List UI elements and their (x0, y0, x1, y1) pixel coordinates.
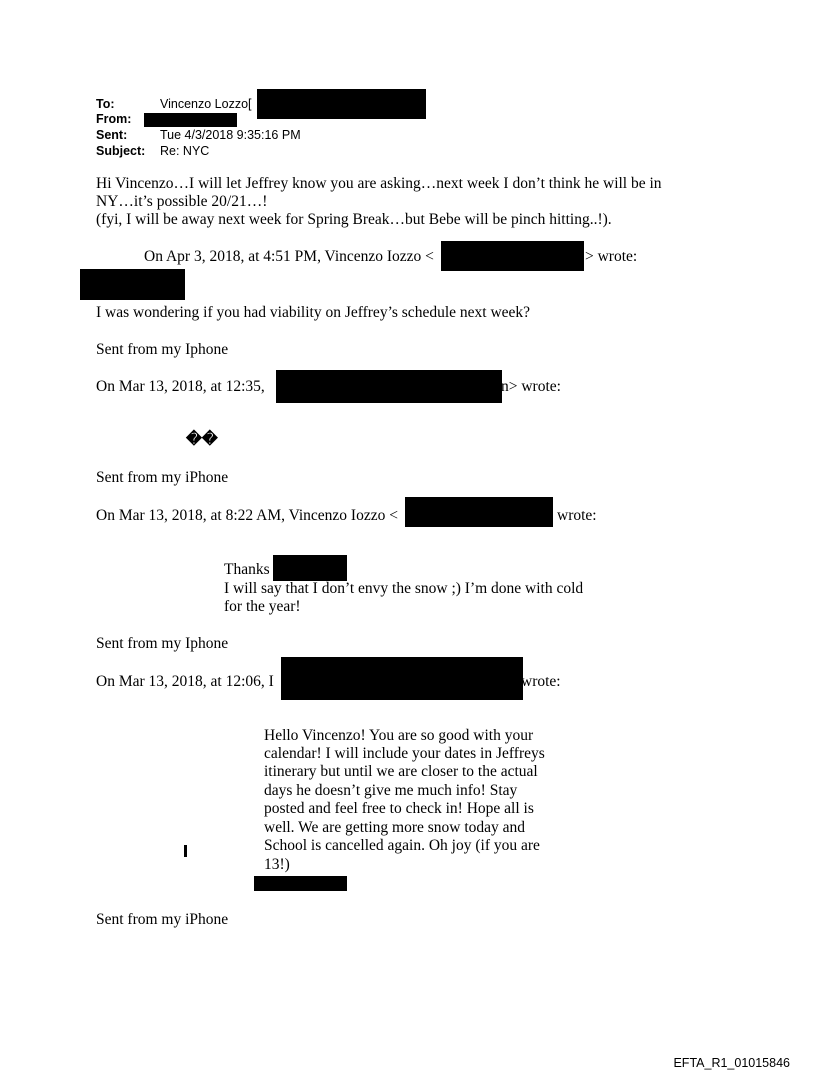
quote-attribution-end: wrote: (521, 673, 561, 690)
quote-body-line: School is cancelled again. Oh joy (if you are (264, 837, 540, 854)
quote-body: I was wondering if you had viability on Jeffrey’s schedule next week? (96, 304, 531, 321)
subject-label: Subject: (96, 144, 146, 158)
redaction-box (254, 876, 347, 891)
quote-body-line: for the year! (224, 598, 301, 615)
quote-attribution: On Apr 3, 2018, at 4:51 PM, Vincenzo Iozzo < (144, 248, 434, 265)
quote-body-line: itinerary but until we are closer to the actual (264, 763, 538, 780)
quote-body-line: calendar! I will include your dates in Jeffreys (264, 745, 545, 762)
quote-attribution: On Mar 13, 2018, at 12:35, (96, 378, 265, 395)
redaction-box (276, 370, 502, 403)
signature: Sent from my Iphone (96, 635, 229, 652)
from-label: From: (96, 112, 132, 126)
quote-body-line: posted and feel free to check in! Hope all is (264, 800, 534, 817)
reply-line: NY…it’s possible 20/21…! (96, 193, 268, 210)
redaction-box (281, 657, 523, 700)
to-value: Vincenzo Lozzo[ (160, 97, 252, 111)
quote-attribution: On Mar 13, 2018, at 8:22 AM, Vincenzo Iozzo < (96, 507, 398, 524)
reply-line: Hi Vincenzo…I will let Jeffrey know you are asking…next week I don’t think he will be in (96, 175, 662, 192)
redaction-box (257, 89, 426, 119)
to-label: To: (96, 97, 115, 111)
sent-label: Sent: (96, 128, 128, 142)
subject-value: Re: NYC (160, 144, 210, 158)
quote-attribution-end: n> wrote: (501, 378, 561, 395)
signature: Sent from my Iphone (96, 341, 229, 358)
sent-row (96, 127, 301, 143)
redaction-box (80, 269, 185, 300)
redaction-box (144, 113, 237, 127)
quote-body-line: 13!) (264, 856, 290, 873)
redaction-box (441, 241, 584, 271)
quote-body-line: days he doesn’t give me much info! Stay (264, 782, 518, 799)
reply-line: (fyi, I will be away next week for Spring Break…but Bebe will be pinch hitting..!). (96, 211, 612, 228)
quote-attribution-end: > wrote: (585, 248, 638, 265)
redaction-box (273, 555, 347, 581)
signature: Sent from my iPhone (96, 911, 229, 928)
redaction-mark (184, 845, 187, 857)
quote-body-line: I will say that I don’t envy the snow ;) I’m done with cold (224, 580, 584, 597)
signature: Sent from my iPhone (96, 469, 229, 486)
quote-body-line: well. We are getting more snow today and (264, 819, 526, 836)
replacement-characters: �� (186, 431, 218, 448)
quote-thanks: Thanks (224, 561, 270, 578)
sent-value: Tue 4/3/2018 9:35:16 PM (160, 128, 301, 142)
quote-attribution: On Mar 13, 2018, at 12:06, I (96, 673, 274, 690)
subject-row (96, 143, 210, 159)
to-row (96, 96, 252, 112)
from-row (96, 111, 131, 127)
redaction-box (405, 497, 553, 527)
quote-attribution-end: wrote: (557, 507, 597, 524)
quote-body-line: Hello Vincenzo! You are so good with your (264, 727, 534, 744)
document-id: EFTA_R1_01015846 (673, 1056, 790, 1070)
